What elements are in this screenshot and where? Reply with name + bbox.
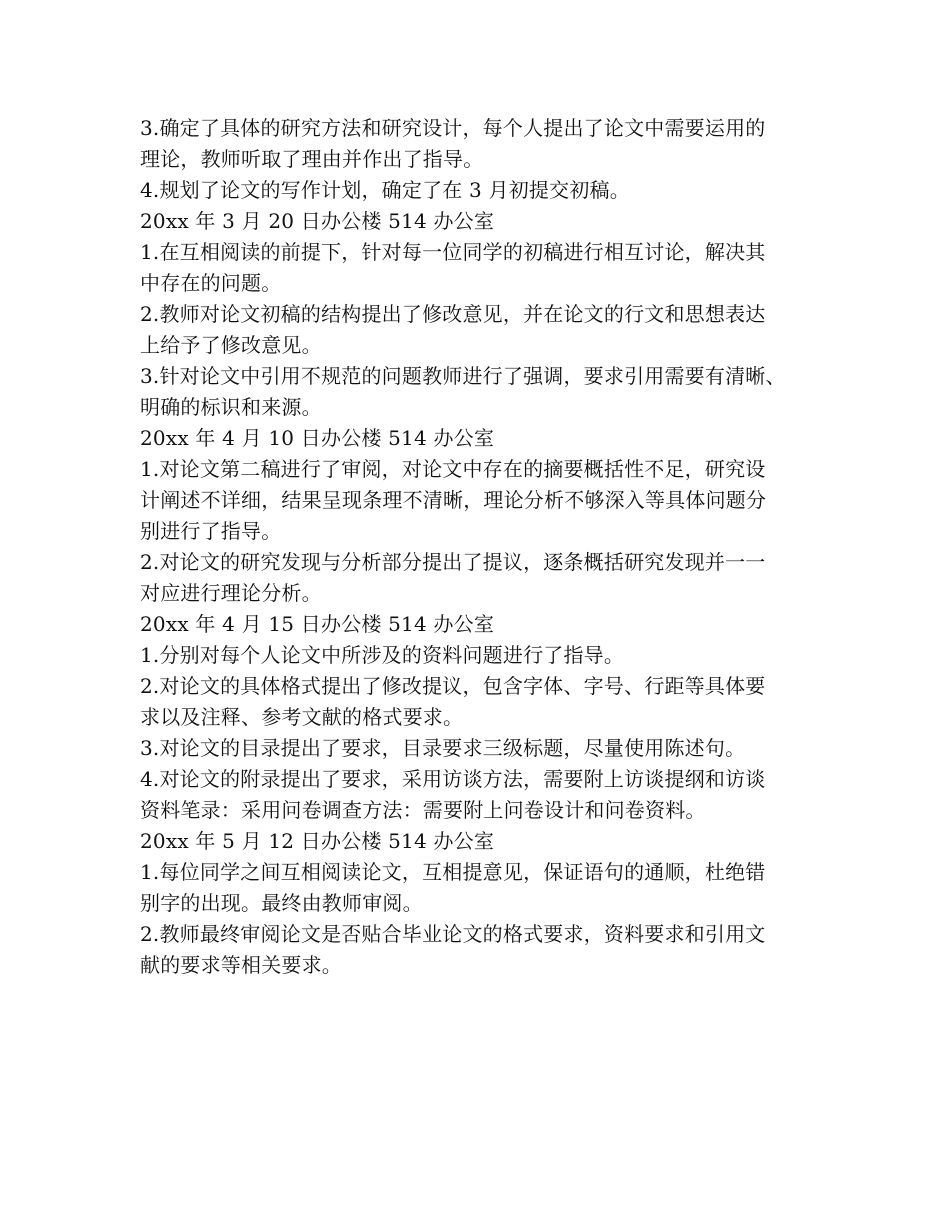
text-line: 3.确定了具体的研究方法和研究设计，每个人提出了论文中需要运用的 (140, 116, 766, 140)
text-line: 求以及注释、参考文献的格式要求。 (140, 705, 464, 729)
text-line: 别字的出现。最终由教师审阅。 (140, 891, 423, 915)
document-body (140, 113, 830, 981)
text-line: 1.在互相阅读的前提下，针对每一位同学的初稿进行相互讨论，解决其 (140, 240, 766, 264)
text-line: 资料笔录：采用问卷调查方法：需要附上问卷设计和问卷资料。 (140, 798, 706, 822)
meeting-header: 20xx 年 4 月 15 日办公楼 514 办公室 (140, 612, 495, 636)
meeting-header: 20xx 年 4 月 10 日办公楼 514 办公室 (140, 426, 495, 450)
text-line: 上给予了修改意见。 (140, 333, 322, 357)
text-line: 2.教师最终审阅论文是否贴合毕业论文的格式要求，资料要求和引用文 (140, 922, 766, 946)
text-line: 计阐述不详细，结果呈现条理不清晰，理论分析不够深入等具体问题分 (140, 488, 767, 512)
text-line: 2.对论文的具体格式提出了修改提议，包含字体、字号、行距等具体要 (140, 674, 766, 698)
text-line: 理论，教师听取了理由并作出了指导。 (140, 147, 484, 171)
text-line: 4.对论文的附录提出了要求，采用访谈方法，需要附上访谈提纲和访谈 (140, 767, 766, 791)
text-line: 中存在的问题。 (140, 271, 282, 295)
text-line: 3.针对论文中引用不规范的问题教师进行了强调，要求引用需要有清晰、 (140, 364, 786, 388)
text-line: 对应进行理论分析。 (140, 581, 322, 605)
text-line: 明确的标识和来源。 (140, 395, 322, 419)
meeting-header: 20xx 年 5 月 12 日办公楼 514 办公室 (140, 829, 495, 853)
text-line: 3.对论文的目录提出了要求，目录要求三级标题，尽量使用陈述句。 (140, 736, 746, 760)
text-line: 献的要求等相关要求。 (140, 953, 342, 977)
meeting-header: 20xx 年 3 月 20 日办公楼 514 办公室 (140, 209, 495, 233)
text-line: 2.对论文的研究发现与分析部分提出了提议，逐条概括研究发现并一一 (140, 550, 766, 574)
text-line: 2.教师对论文初稿的结构提出了修改意见，并在论文的行文和思想表达 (140, 302, 766, 326)
text-line: 别进行了指导。 (140, 519, 282, 543)
text-line: 1.分别对每个人论文中所涉及的资料问题进行了指导。 (140, 643, 625, 667)
text-line: 4.规划了论文的写作计划，确定了在 3 月初提交初稿。 (140, 178, 630, 202)
text-line: 1.对论文第二稿进行了审阅，对论文中存在的摘要概括性不足，研究设 (140, 457, 766, 481)
text-line: 1.每位同学之间互相阅读论文，互相提意见，保证语句的通顺，杜绝错 (140, 860, 766, 884)
